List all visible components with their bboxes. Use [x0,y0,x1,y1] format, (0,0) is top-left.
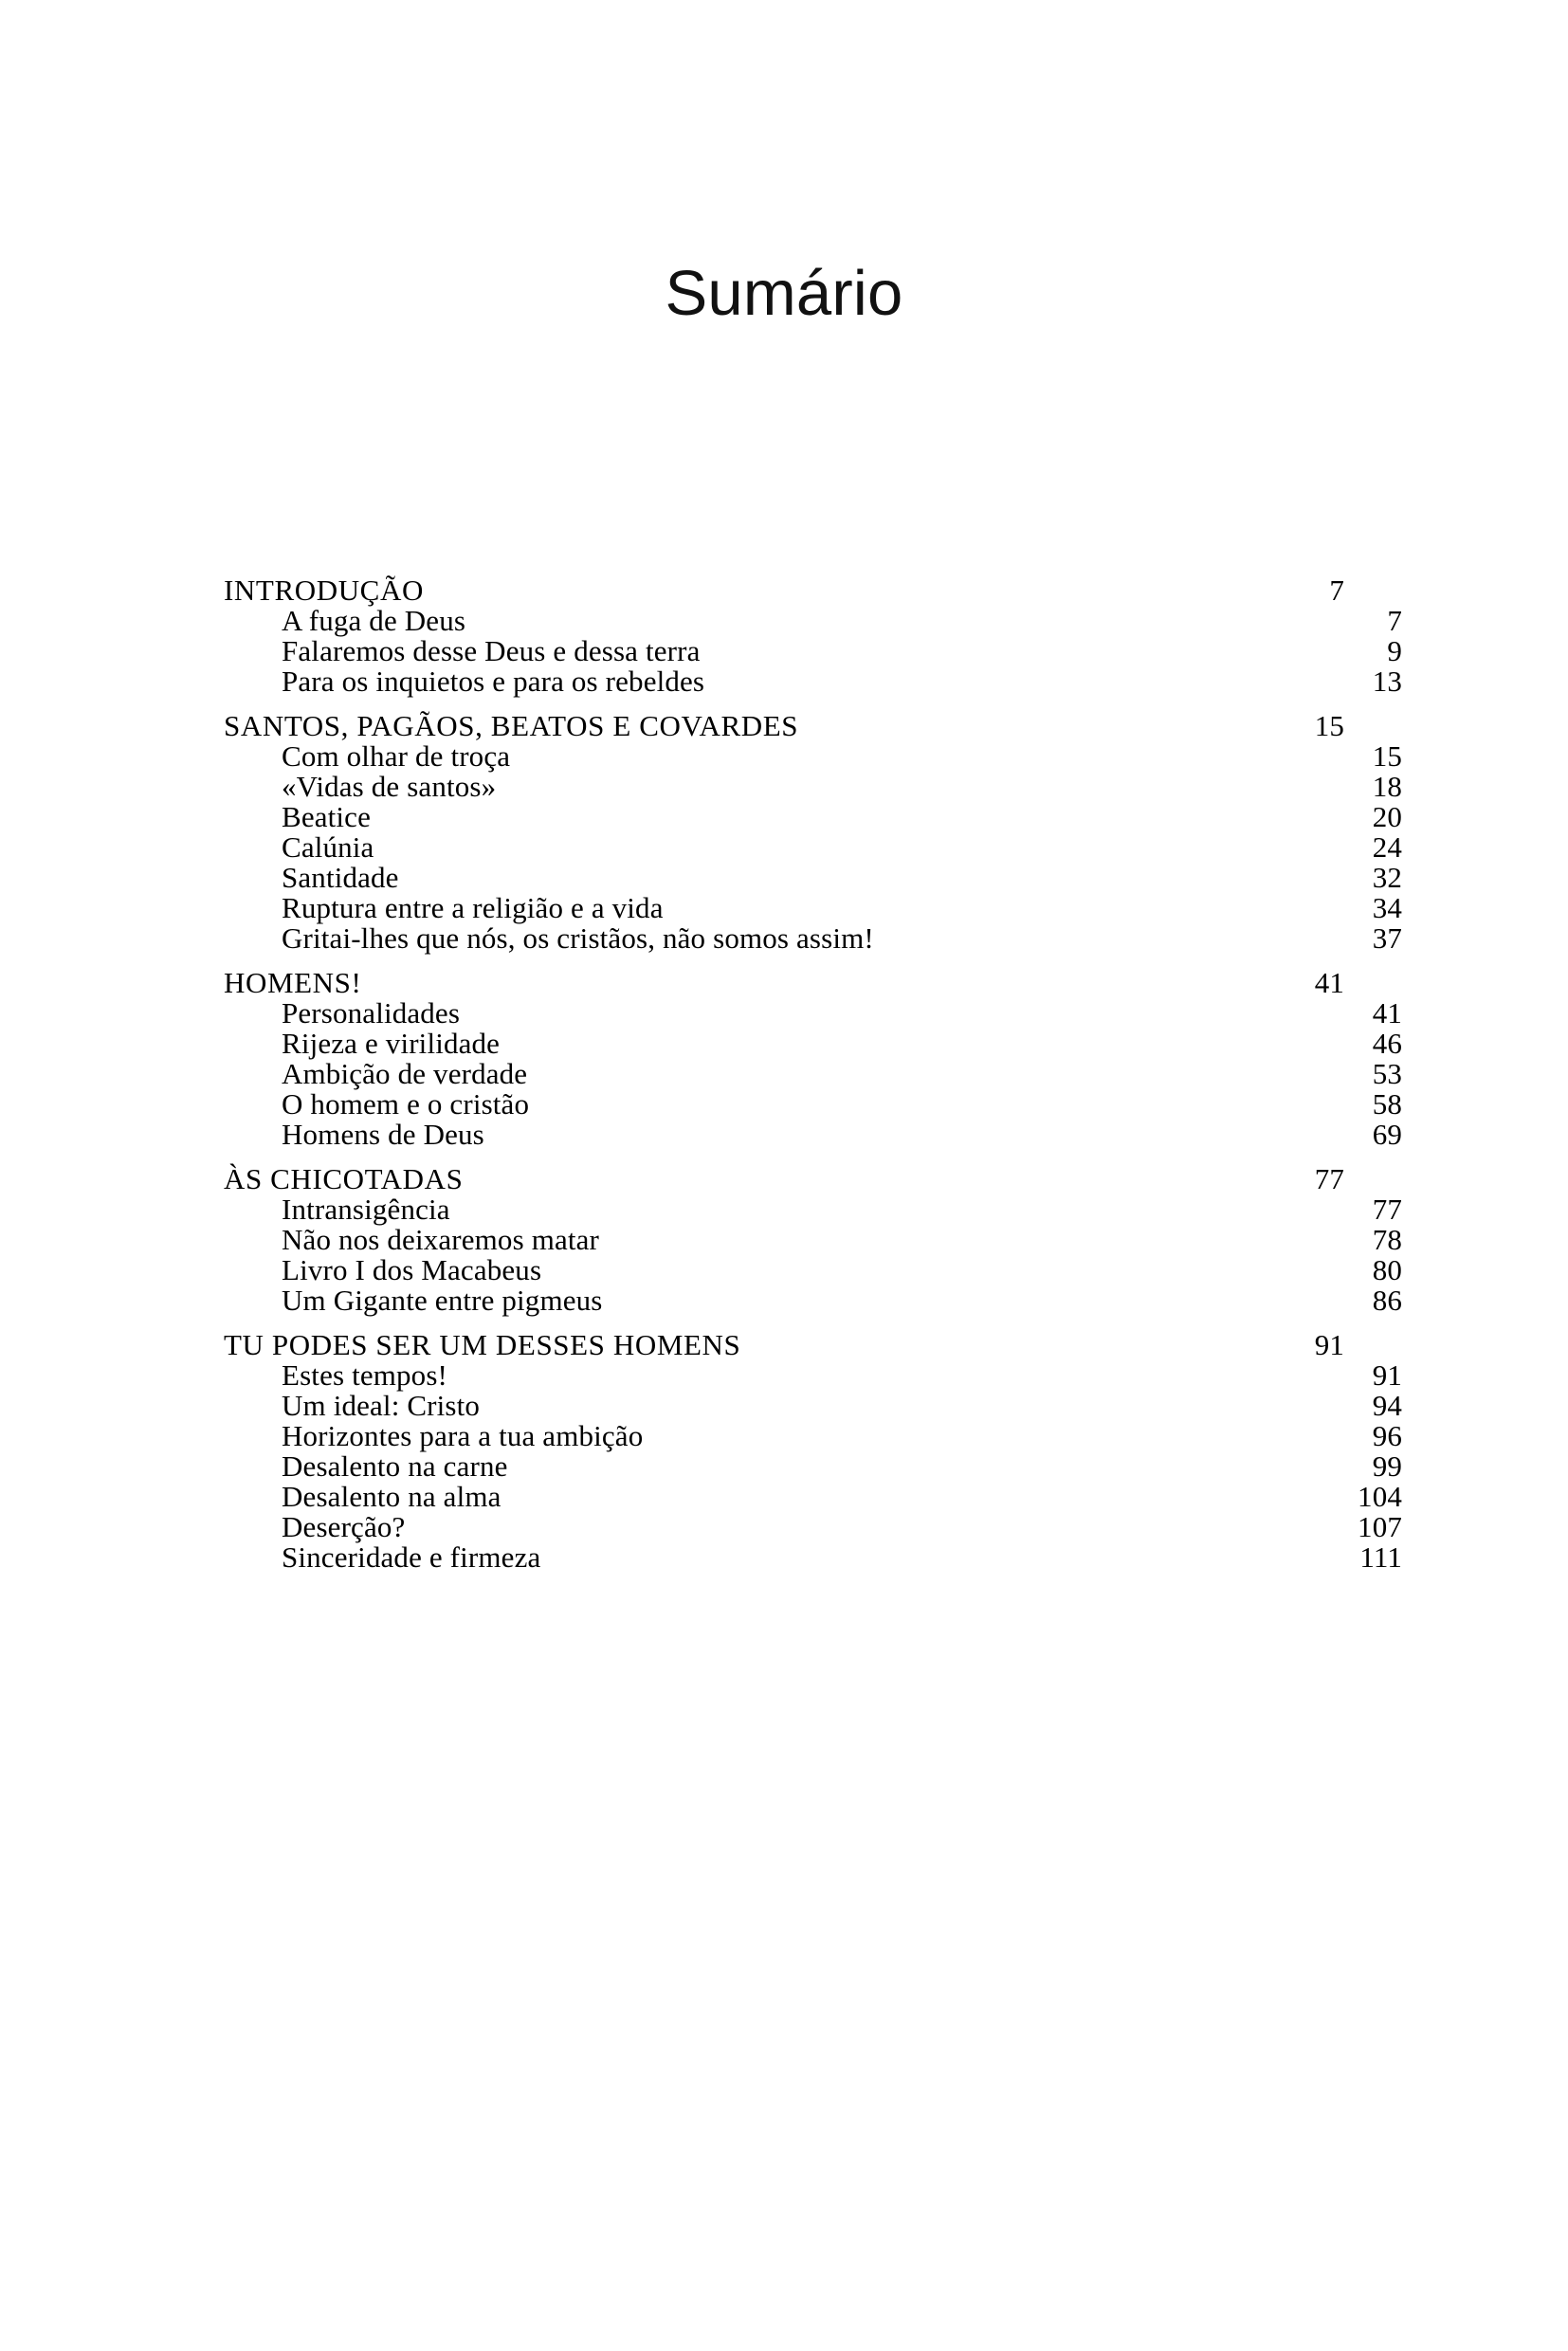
toc-entry-row[interactable] [224,1285,1402,1316]
toc-entry-page-number: 32 [1372,861,1402,894]
toc-entry-page-number: 99 [1372,1449,1402,1483]
toc-entry-row[interactable] [224,666,1402,697]
toc-entry-page-number: 91 [1372,1358,1402,1392]
toc-section-row[interactable] [224,711,1344,741]
toc-section-group [224,1328,1402,1574]
toc-section-label: HOMENS! [224,966,362,999]
toc-entry-label: Livro I dos Macabeus [282,1253,542,1286]
toc-entry-page-number: 13 [1372,665,1402,698]
toc-section-row[interactable] [224,1164,1344,1194]
toc-entry-row[interactable] [224,1512,1402,1542]
toc-entry-page-number: 9 [1387,634,1402,667]
table-of-contents [224,574,1402,1574]
toc-section-label: ÀS CHICOTADAS [224,1162,464,1195]
toc-entry-row[interactable] [224,1542,1402,1573]
toc-entry-label: Com olhar de troça [282,739,511,773]
toc-section-group [224,966,1402,1151]
toc-entry-label: Intransigência [282,1193,450,1226]
toc-entry-row[interactable] [224,923,1402,954]
toc-entry-page-number: 15 [1372,739,1402,773]
toc-section-label: INTRODUÇÃO [224,574,424,607]
toc-entry-page-number: 53 [1372,1057,1402,1090]
toc-entry-label: Sinceridade e firmeza [282,1540,541,1574]
toc-entry-page-number: 104 [1358,1480,1402,1513]
toc-entry-label: Não nos deixaremos matar [282,1223,600,1256]
toc-entry-row[interactable] [224,1059,1402,1089]
toc-section-page-number: 15 [1314,709,1344,742]
toc-entry-row[interactable] [224,893,1402,923]
toc-entry-label: Gritai-lhes que nós, os cristãos, não somos assim! [282,921,874,955]
toc-entry-row[interactable] [224,1194,1402,1225]
toc-entry-page-number: 96 [1372,1419,1402,1452]
toc-entry-row[interactable] [224,1482,1402,1512]
toc-entry-row[interactable] [224,1120,1402,1150]
toc-entry-page-number: 58 [1372,1087,1402,1121]
toc-entry-label: Rijeza e virilidade [282,1027,501,1060]
toc-entry-page-number: 107 [1358,1510,1402,1543]
toc-section-group [224,574,1402,698]
toc-entry-page-number: 34 [1372,891,1402,924]
toc-entry-label: Desalento na carne [282,1449,508,1483]
toc-section-page-number: 77 [1314,1162,1344,1195]
toc-entry-label: Deserção? [282,1510,406,1543]
toc-entry-row[interactable] [224,1421,1402,1451]
toc-entry-row[interactable] [224,1451,1402,1482]
toc-entry-page-number: 77 [1372,1193,1402,1226]
toc-entry-row[interactable] [224,741,1402,772]
toc-entry-row[interactable] [224,1391,1402,1421]
toc-section-row[interactable] [224,575,1344,606]
toc-entry-page-number: 86 [1372,1284,1402,1317]
toc-entry-label: Homens de Deus [282,1118,484,1151]
toc-entry-row[interactable] [224,636,1402,666]
toc-entry-label: Um Gigante entre pigmeus [282,1284,603,1317]
toc-entry-label: Santidade [282,861,399,894]
toc-entry-page-number: 69 [1372,1118,1402,1151]
toc-entry-row[interactable] [224,1089,1402,1120]
toc-entry-label: Estes tempos! [282,1358,448,1392]
toc-entry-label: A fuga de Deus [282,604,466,637]
toc-entry-row[interactable] [224,606,1402,636]
toc-entry-page-number: 46 [1372,1027,1402,1060]
toc-entry-label: Beatice [282,800,371,833]
toc-entry-page-number: 41 [1372,996,1402,1030]
toc-section-label: SANTOS, PAGÃOS, BEATOS E COVARDES [224,709,799,742]
toc-section-label: TU PODES SER UM DESSES HOMENS [224,1328,741,1361]
toc-entry-row[interactable] [224,1255,1402,1285]
toc-entry-page-number: 18 [1372,770,1402,803]
toc-entry-label: Horizontes para a tua ambição [282,1419,644,1452]
toc-entry-page-number: 80 [1372,1253,1402,1286]
toc-section-page-number: 91 [1314,1328,1344,1361]
toc-section-page-number: 7 [1329,574,1344,607]
toc-entry-label: O homem e o cristão [282,1087,530,1121]
toc-entry-page-number: 37 [1372,921,1402,955]
toc-entry-row[interactable] [224,863,1402,893]
page-title: Sumário [665,257,903,329]
toc-entry-row[interactable] [224,1225,1402,1255]
toc-entry-row[interactable] [224,802,1402,832]
toc-entry-page-number: 20 [1372,800,1402,833]
toc-entry-label: Para os inquietos e para os rebeldes [282,665,705,698]
toc-entry-label: «Vidas de santos» [282,770,497,803]
toc-entry-page-number: 7 [1387,604,1402,637]
toc-entry-row[interactable] [224,1360,1402,1391]
toc-entry-row[interactable] [224,1029,1402,1059]
toc-entry-label: Falaremos desse Deus e dessa terra [282,634,701,667]
toc-entry-label: Personalidades [282,996,461,1030]
toc-entry-label: Ruptura entre a religião e a vida [282,891,664,924]
toc-section-row[interactable] [224,968,1344,998]
toc-section-page-number: 41 [1314,966,1344,999]
toc-entry-label: Um ideal: Cristo [282,1389,481,1422]
toc-section-group [224,1162,1402,1317]
toc-entry-page-number: 78 [1372,1223,1402,1256]
toc-entry-label: Ambição de verdade [282,1057,528,1090]
toc-section-row[interactable] [224,1330,1344,1360]
toc-entry-label: Calúnia [282,830,374,864]
toc-entry-page-number: 24 [1372,830,1402,864]
toc-section-group [224,709,1402,955]
toc-entry-page-number: 94 [1372,1389,1402,1422]
toc-entry-row[interactable] [224,998,1402,1029]
toc-entry-row[interactable] [224,772,1402,802]
toc-entry-label: Desalento na alma [282,1480,501,1513]
toc-entry-row[interactable] [224,832,1402,863]
toc-entry-page-number: 111 [1359,1540,1402,1574]
